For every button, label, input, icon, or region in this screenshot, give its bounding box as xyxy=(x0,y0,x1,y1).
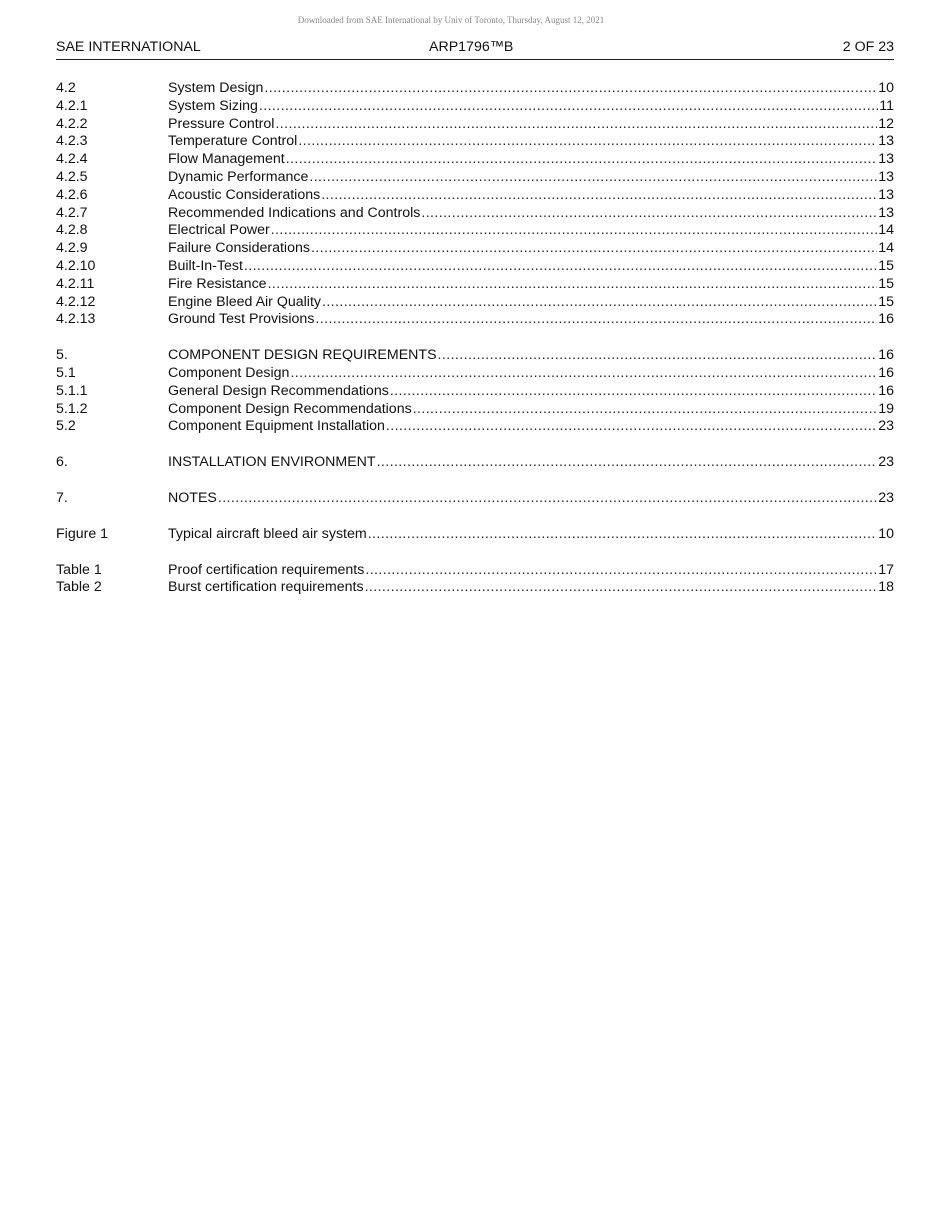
toc-entry-number: Table 2 xyxy=(56,579,102,596)
toc-leader xyxy=(413,401,878,419)
toc-entry-number: 6. xyxy=(56,454,68,471)
toc-leader xyxy=(244,258,877,276)
toc-entry-number: 4.2.12 xyxy=(56,293,96,310)
toc-entry[interactable] xyxy=(56,116,894,134)
toc-entry[interactable] xyxy=(56,383,894,401)
toc-entry-page: 13 xyxy=(878,151,894,168)
toc-leader xyxy=(290,365,877,383)
toc-entry[interactable] xyxy=(56,454,894,472)
toc-entry-title: Temperature Control xyxy=(168,133,298,150)
toc-leader xyxy=(218,490,877,508)
toc-entry[interactable] xyxy=(56,562,894,580)
toc-entry-page: 13 xyxy=(878,204,894,221)
toc-entry-number: 7. xyxy=(56,489,68,506)
toc-entry-page: 18 xyxy=(878,579,894,596)
toc-entry-number: 4.2.5 xyxy=(56,168,88,185)
toc-entry[interactable] xyxy=(56,401,894,419)
toc-leader xyxy=(275,116,877,134)
toc-entry-number: 5.1 xyxy=(56,364,76,381)
toc-entry-page: 16 xyxy=(878,347,894,364)
toc-entry[interactable] xyxy=(56,240,894,258)
toc-entry-number: 5.2 xyxy=(56,418,76,435)
toc-entry-page: 12 xyxy=(878,115,894,132)
toc-entry[interactable] xyxy=(56,258,894,276)
toc-entry-page: 23 xyxy=(878,489,894,506)
header-document-id: ARP1796™B xyxy=(429,39,514,55)
toc-entry-title: Component Design Recommendations xyxy=(168,400,412,417)
toc-entry-number: Figure 1 xyxy=(56,525,109,542)
toc-leader xyxy=(377,454,878,472)
toc-entry-title: Fire Resistance xyxy=(168,275,267,292)
toc-entry-title: Typical aircraft bleed air system xyxy=(168,525,367,542)
toc-leader xyxy=(386,418,877,436)
toc-entry-title: System Design xyxy=(168,80,264,96)
toc-entry[interactable] xyxy=(56,187,894,205)
toc-entry-number: 4.2.13 xyxy=(56,311,96,328)
toc-entry-page: 23 xyxy=(878,454,894,471)
toc-entry[interactable] xyxy=(56,418,894,436)
toc-entry[interactable] xyxy=(56,276,894,294)
toc-entry-number: 4.2.4 xyxy=(56,151,88,168)
toc-entry-page: 15 xyxy=(878,275,894,292)
toc-entry[interactable] xyxy=(56,169,894,187)
toc-entry-number: 5.1.2 xyxy=(56,400,88,417)
toc-entry-number: 4.2 xyxy=(56,80,76,96)
toc-entry-number: 4.2.10 xyxy=(56,257,96,274)
toc-leader xyxy=(421,205,877,223)
toc-group-tables xyxy=(56,562,894,598)
toc-entry-page: 16 xyxy=(878,382,894,399)
toc-leader xyxy=(271,222,878,240)
toc-entry-page: 11 xyxy=(879,97,894,114)
toc-entry-page: 16 xyxy=(878,311,894,328)
table-of-contents xyxy=(56,80,894,615)
toc-entry-title: Electrical Power xyxy=(168,222,270,239)
toc-entry-title: Proof certification requirements xyxy=(168,561,365,578)
toc-entry[interactable] xyxy=(56,490,894,508)
toc-entry-page: 23 xyxy=(878,418,894,435)
toc-entry[interactable] xyxy=(56,222,894,240)
toc-entry-number: 4.2.3 xyxy=(56,133,88,150)
toc-leader xyxy=(368,526,878,544)
toc-entry-number: 4.2.11 xyxy=(56,275,95,292)
header-publisher: SAE INTERNATIONAL xyxy=(56,39,201,55)
toc-entry-title: Recommended Indications and Controls xyxy=(168,204,421,221)
toc-entry-number: 4.2.2 xyxy=(56,115,88,132)
toc-group-section-7 xyxy=(56,490,894,508)
toc-entry-page: 13 xyxy=(878,168,894,185)
toc-entry-title: Pressure Control xyxy=(168,115,275,132)
toc-entry-page: 10 xyxy=(878,80,894,96)
page-header xyxy=(56,38,894,60)
toc-entry-number: 4.2.6 xyxy=(56,186,88,203)
toc-entry-title: Component Design xyxy=(168,364,290,381)
toc-entry-page: 10 xyxy=(878,525,894,542)
toc-entry[interactable] xyxy=(56,347,894,365)
toc-group-figures xyxy=(56,526,894,544)
toc-entry-title: Ground Test Provisions xyxy=(168,311,315,328)
toc-entry-number: 4.2.8 xyxy=(56,222,88,239)
toc-entry-title: Burst certification requirements xyxy=(168,579,364,596)
toc-entry[interactable] xyxy=(56,294,894,312)
toc-entry-page: 16 xyxy=(878,364,894,381)
toc-entry[interactable] xyxy=(56,80,894,98)
toc-group-section-6 xyxy=(56,454,894,472)
toc-entry-title: Engine Bleed Air Quality xyxy=(168,293,321,310)
toc-entry-number: 5. xyxy=(56,347,68,364)
toc-entry-page: 15 xyxy=(878,257,894,274)
download-watermark: Downloaded from SAE International by Univ of Toronto, Thursday, August 12, 2021 xyxy=(297,15,605,25)
toc-entry-title: NOTES xyxy=(168,489,217,506)
toc-leader xyxy=(390,383,877,401)
toc-entry[interactable] xyxy=(56,98,894,116)
toc-entry-title: System Sizing xyxy=(168,97,258,114)
toc-entry-title: Acoustic Considerations xyxy=(168,186,321,203)
toc-entry-number: 4.2.1 xyxy=(56,97,88,114)
toc-entry-title: General Design Recommendations xyxy=(168,382,389,399)
toc-entry-page: 17 xyxy=(878,561,894,578)
toc-entry[interactable] xyxy=(56,151,894,169)
toc-leader xyxy=(264,80,877,98)
toc-entry-page: 14 xyxy=(878,240,894,257)
toc-leader xyxy=(311,240,877,258)
toc-entry-title: Component Equipment Installation xyxy=(168,418,385,435)
toc-leader xyxy=(322,294,877,312)
toc-entry[interactable] xyxy=(56,133,894,151)
toc-leader xyxy=(298,133,877,151)
toc-leader xyxy=(259,98,878,116)
toc-entry-number: Table 1 xyxy=(56,561,102,578)
toc-entry[interactable] xyxy=(56,579,894,597)
toc-entry-page: 13 xyxy=(878,133,894,150)
toc-leader xyxy=(268,276,878,294)
toc-group-section-5 xyxy=(56,347,894,436)
toc-entry-number: 5.1.1 xyxy=(56,382,88,399)
toc-entry-title: Failure Considerations xyxy=(168,240,310,257)
toc-entry-title: Built-In-Test xyxy=(168,257,243,274)
toc-entry-page: 13 xyxy=(878,186,894,203)
toc-entry-number: 4.2.7 xyxy=(56,204,88,221)
toc-leader xyxy=(315,311,877,329)
toc-leader xyxy=(286,151,878,169)
toc-leader xyxy=(309,169,877,187)
toc-leader xyxy=(365,562,877,580)
toc-leader xyxy=(321,187,877,205)
toc-entry-page: 19 xyxy=(878,400,894,417)
toc-entry[interactable] xyxy=(56,311,894,329)
toc-entry-title: Flow Management xyxy=(168,151,285,168)
toc-group-section-4 xyxy=(56,80,894,329)
toc-leader xyxy=(438,347,878,365)
toc-entry[interactable] xyxy=(56,526,894,544)
toc-entry[interactable] xyxy=(56,365,894,383)
toc-entry-page: 15 xyxy=(878,293,894,310)
toc-entry-page: 14 xyxy=(878,222,894,239)
toc-entry-title: COMPONENT DESIGN REQUIREMENTS xyxy=(168,347,437,364)
toc-leader xyxy=(365,579,878,597)
toc-entry[interactable] xyxy=(56,205,894,223)
toc-entry-number: 4.2.9 xyxy=(56,240,88,257)
header-page-number: 2 OF 23 xyxy=(842,39,894,55)
toc-entry-title: Dynamic Performance xyxy=(168,168,309,185)
toc-entry-title: INSTALLATION ENVIRONMENT xyxy=(168,454,376,471)
